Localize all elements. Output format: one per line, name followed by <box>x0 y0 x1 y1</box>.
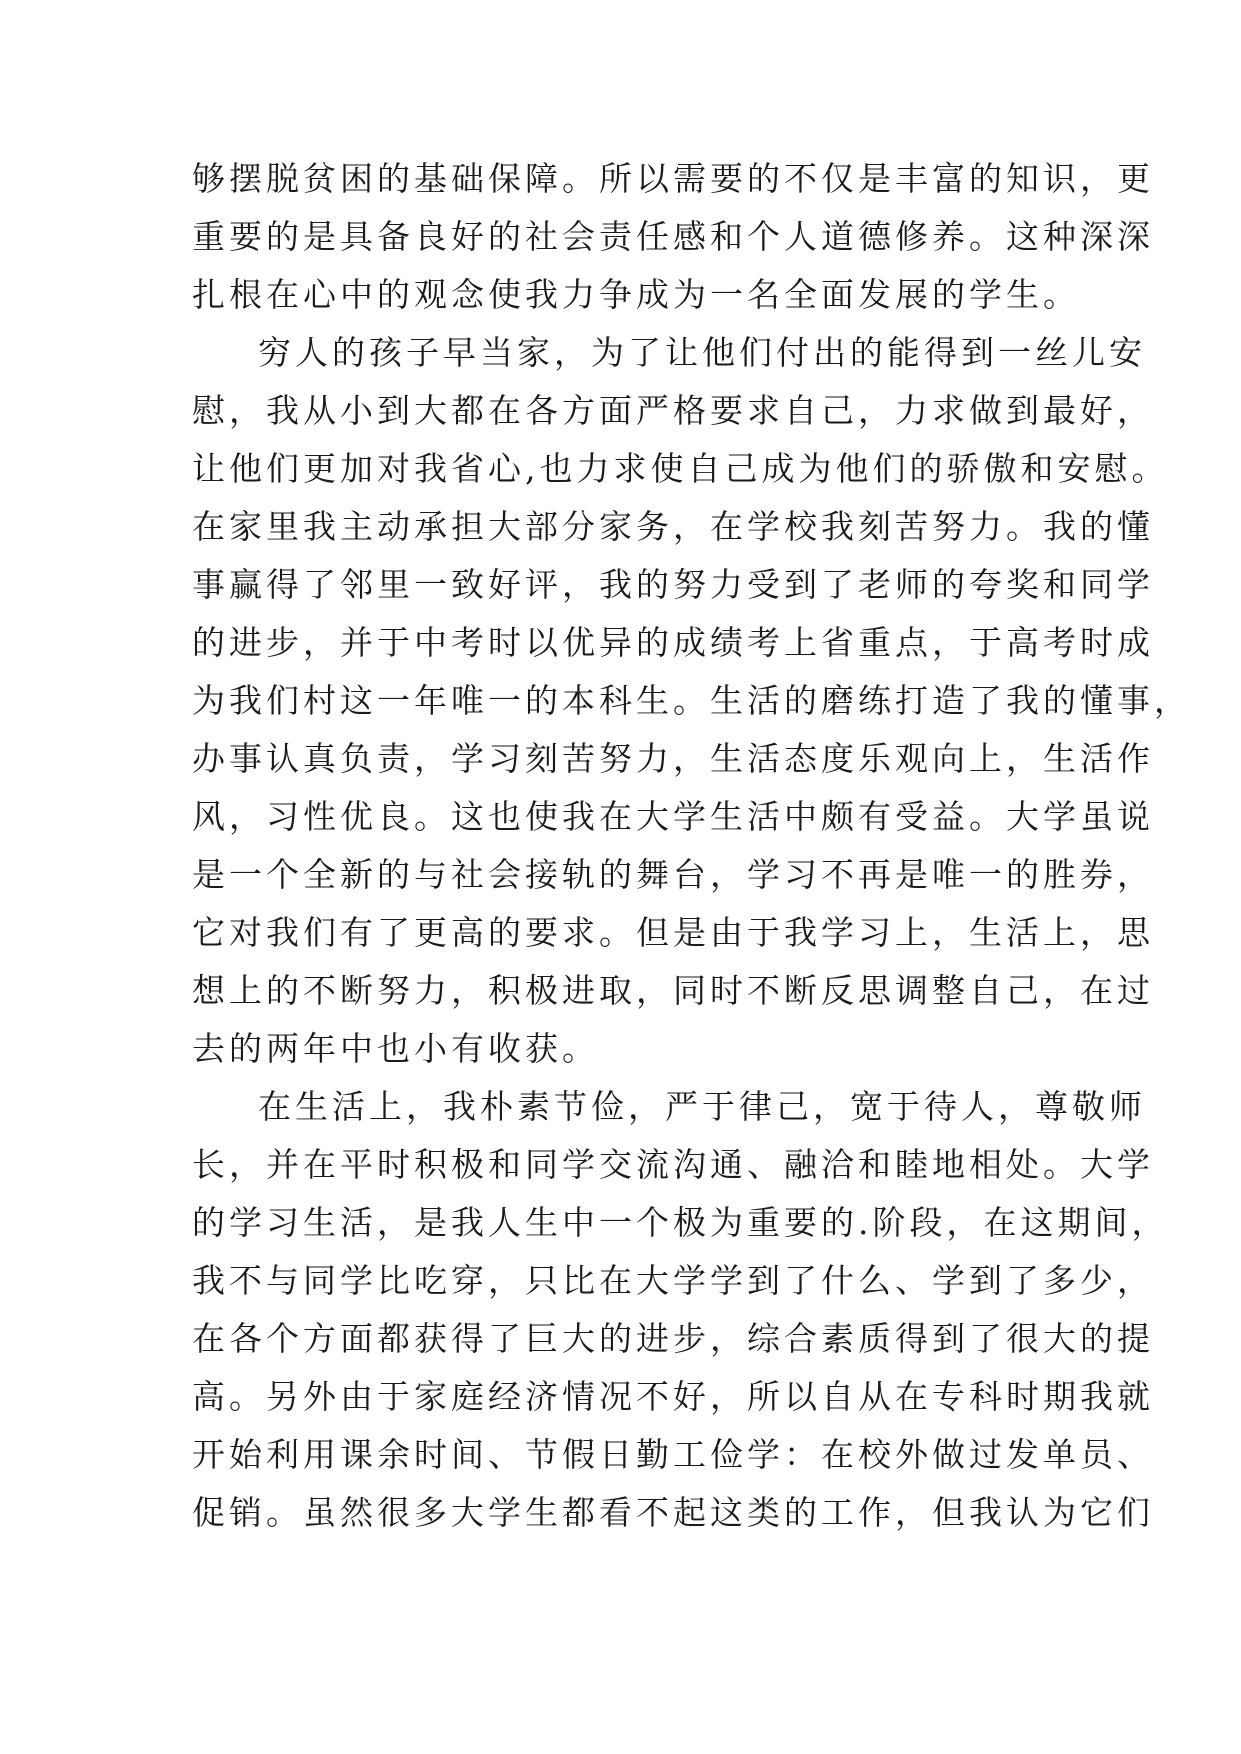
text-line: 风，习性优良。这也使我在大学生活中颇有受益。大学虽说 <box>192 797 1154 836</box>
text-line: 它对我们有了更高的要求。但是由于我学习上，生活上，思 <box>192 913 1154 952</box>
text-line: 开始利用课余时间、节假日勤工俭学：在校外做过发单员、 <box>192 1435 1154 1474</box>
text-line: 让他们更加对我省心,也力求使自己成为他们的骄傲和安慰。 <box>192 449 1169 488</box>
text-line: 去的两年中也小有收获。 <box>192 1029 599 1068</box>
text-line: 慰，我从小到大都在各方面严格要求自己，力求做到最好， <box>192 391 1154 430</box>
text-line: 想上的不断努力，积极进取，同时不断反思调整自己，在过 <box>192 971 1154 1010</box>
text-line: 我不与同学比吃穿，只比在大学学到了什么、学到了多少， <box>192 1261 1154 1300</box>
text-line: 为我们村这一年唯一的本科生。生活的磨练打造了我的懂事， <box>192 681 1191 720</box>
paragraph-start-line: 在生活上，我朴素节俭，严于律己，宽于待人，尊敬师 <box>258 1087 1146 1126</box>
text-line: 高。另外由于家庭经济情况不好，所以自从在专科时期我就 <box>192 1377 1154 1416</box>
body-text <box>192 150 1191 1542</box>
text-line: 促销。虽然很多大学生都看不起这类的工作，但我认为它们 <box>192 1493 1154 1532</box>
text-line: 办事认真负责，学习刻苦努力，生活态度乐观向上，生活作 <box>192 739 1154 778</box>
text-line: 事赢得了邻里一致好评，我的努力受到了老师的夸奖和同学 <box>192 565 1154 604</box>
text-line: 的进步，并于中考时以优异的成绩考上省重点，于高考时成 <box>192 623 1154 662</box>
text-line: 在家里我主动承担大部分家务，在学校我刻苦努力。我的懂 <box>192 507 1154 546</box>
text-line: 扎根在心中的观念使我力争成为一名全面发展的学生。 <box>192 275 1080 314</box>
text-line: 重要的是具备良好的社会责任感和个人道德修养。这种深深 <box>192 217 1154 256</box>
text-line: 够摆脱贫困的基础保障。所以需要的不仅是丰富的知识，更 <box>192 159 1154 198</box>
text-line: 的学习生活，是我人生中一个极为重要的.阶段，在这期间， <box>192 1203 1169 1242</box>
paragraph-start-line: 穷人的孩子早当家，为了让他们付出的能得到一丝儿安 <box>258 333 1146 372</box>
text-line: 长，并在平时积极和同学交流沟通、融洽和睦地相处。大学 <box>192 1145 1154 1184</box>
text-line: 是一个全新的与社会接轨的舞台，学习不再是唯一的胜券， <box>192 855 1154 894</box>
text-line: 在各个方面都获得了巨大的进步，综合素质得到了很大的提 <box>192 1319 1154 1358</box>
